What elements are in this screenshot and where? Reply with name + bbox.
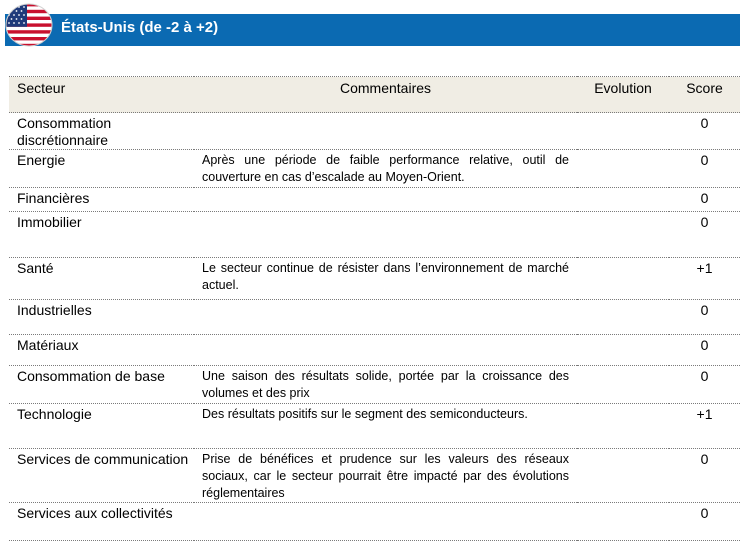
section-banner bbox=[5, 14, 740, 46]
score-cell: 0 bbox=[669, 212, 740, 258]
column-header-evolution: Evolution bbox=[577, 77, 669, 113]
table-row bbox=[9, 404, 740, 449]
comment-cell: Après une période de faible performance relative, outil de couverture en cas d’escalade au Moyen-Orient. bbox=[194, 150, 577, 188]
evolution-cell bbox=[577, 150, 669, 188]
us-flag-icon bbox=[5, 3, 53, 47]
sector-cell: Services de communication bbox=[9, 449, 194, 503]
score-cell: 0 bbox=[669, 113, 740, 150]
score-cell: +1 bbox=[669, 258, 740, 300]
comment-cell bbox=[194, 212, 577, 258]
sector-cell: Services aux collectivités bbox=[9, 503, 194, 541]
comment-cell bbox=[194, 503, 577, 541]
score-cell: 0 bbox=[669, 300, 740, 335]
table-row bbox=[9, 449, 740, 503]
table-row bbox=[9, 150, 740, 188]
evolution-cell bbox=[577, 300, 669, 335]
sector-cell: Energie bbox=[9, 150, 194, 188]
section-title: États-Unis (de -2 à +2) bbox=[61, 19, 219, 36]
table-row bbox=[9, 113, 740, 150]
table-row bbox=[9, 503, 740, 541]
table-row bbox=[9, 366, 740, 404]
score-cell: 0 bbox=[669, 503, 740, 541]
column-header-score: Score bbox=[669, 77, 740, 113]
comment-cell bbox=[194, 335, 577, 366]
evolution-cell bbox=[577, 188, 669, 212]
table-row bbox=[9, 335, 740, 366]
evolution-cell bbox=[577, 113, 669, 150]
evolution-cell bbox=[577, 404, 669, 449]
comment-cell: Une saison des résultats solide, portée par la croissance des volumes et des prix bbox=[194, 366, 577, 404]
sector-cell: Technologie bbox=[9, 404, 194, 449]
evolution-cell bbox=[577, 335, 669, 366]
comment-cell: Des résultats positifs sur le segment des semiconducteurs. bbox=[194, 404, 577, 449]
sector-cell: Consommation de base bbox=[9, 366, 194, 404]
score-cell: 0 bbox=[669, 150, 740, 188]
sector-cell: Matériaux bbox=[9, 335, 194, 366]
score-cell: 0 bbox=[669, 335, 740, 366]
comment-cell bbox=[194, 300, 577, 335]
table-row bbox=[9, 300, 740, 335]
sector-table bbox=[9, 76, 740, 541]
evolution-cell bbox=[577, 258, 669, 300]
comment-cell: Le secteur continue de résister dans l’environnement de marché actuel. bbox=[194, 258, 577, 300]
evolution-cell bbox=[577, 212, 669, 258]
score-cell: 0 bbox=[669, 449, 740, 503]
comment-cell bbox=[194, 113, 577, 150]
comment-cell: Prise de bénéfices et prudence sur les valeurs des réseaux sociaux, car le secteur pourrait être impacté par des évolutions réglementaires bbox=[194, 449, 577, 503]
evolution-cell bbox=[577, 449, 669, 503]
table-row bbox=[9, 188, 740, 212]
comment-cell bbox=[194, 188, 577, 212]
column-header-sector: Secteur bbox=[9, 77, 194, 113]
column-header-comments: Commentaires bbox=[194, 77, 577, 113]
evolution-cell bbox=[577, 503, 669, 541]
table-row bbox=[9, 212, 740, 258]
score-cell: 0 bbox=[669, 188, 740, 212]
table-header-row bbox=[9, 77, 740, 113]
sector-cell: Consommation discrétionnaire bbox=[9, 113, 194, 150]
sector-cell: Industrielles bbox=[9, 300, 194, 335]
table-row bbox=[9, 258, 740, 300]
score-cell: 0 bbox=[669, 366, 740, 404]
score-cell: +1 bbox=[669, 404, 740, 449]
sector-cell: Santé bbox=[9, 258, 194, 300]
sector-cell: Financières bbox=[9, 188, 194, 212]
evolution-cell bbox=[577, 366, 669, 404]
sector-cell: Immobilier bbox=[9, 212, 194, 258]
